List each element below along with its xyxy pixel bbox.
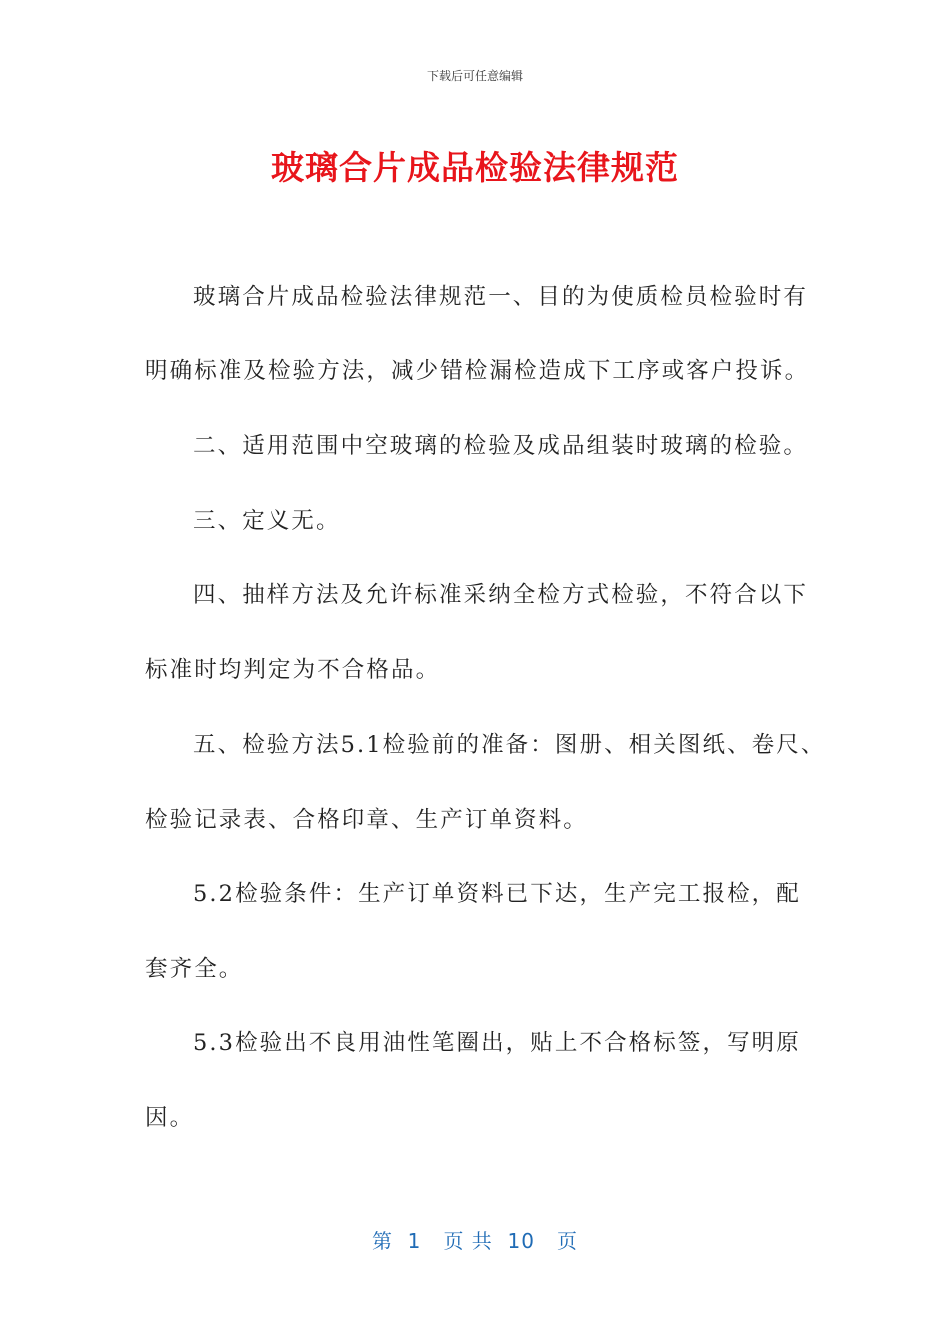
paragraph-line: 检验记录表、合格印章、生产订单资料。 [145, 807, 588, 833]
document-title: 玻璃合片成品检验法律规范 [271, 148, 679, 187]
paragraph-line: 套齐全。 [145, 956, 244, 982]
paragraph-line: 玻璃合片成品检验法律规范一、目的为使质检员检验时有 [193, 284, 809, 310]
paragraph-line: 标准时均判定为不合格品。 [145, 657, 441, 683]
paragraph-line: 三、定义无。 [193, 508, 341, 534]
header-note: 下载后可任意编辑 [426, 69, 523, 83]
paragraph-line: 二、适用范围中空玻璃的检验及成品组装时玻璃的检验。 [193, 433, 809, 459]
paragraph-line: 因。 [145, 1105, 195, 1131]
page-number-footer: 第 1 页 共 10 页 [371, 1229, 579, 1253]
paragraph-line: 四、抽样方法及允许标准采纳全检方式检验，不符合以下 [193, 582, 809, 608]
paragraph-line: 明确标准及检验方法，减少错检漏检造成下工序或客户投诉。 [145, 358, 810, 384]
paragraph-line: 五、检验方法5.1检验前的准备：图册、相关图纸、卷尺、 [193, 732, 826, 758]
paragraph-line: 5.3检验出不良用油性笔圈出，贴上不合格标签，写明原 [193, 1030, 801, 1056]
paragraph-line: 5.2检验条件：生产订单资料已下达，生产完工报检，配 [193, 881, 801, 907]
